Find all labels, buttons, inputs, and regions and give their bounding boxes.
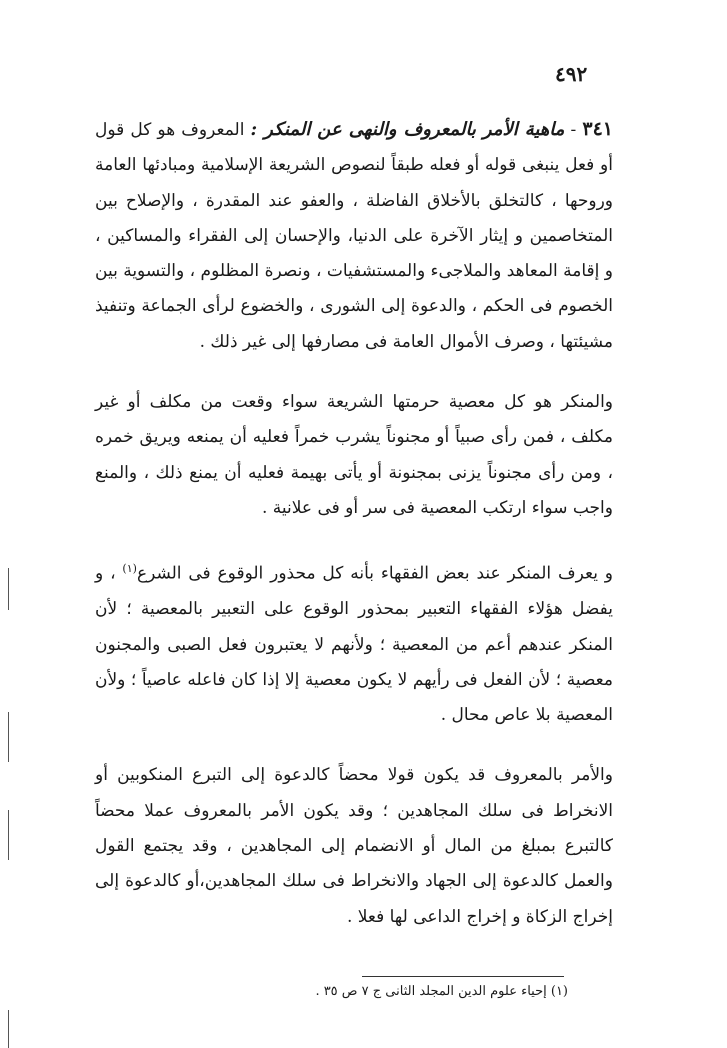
section-number: ٣٤١ <box>582 118 613 140</box>
margin-line <box>8 712 9 762</box>
footnote: (١) إحياء علوم الدين المجلد الثانى ج ٧ ص ٣٥ . <box>315 984 568 999</box>
body-text <box>95 112 613 935</box>
footnote-divider <box>362 976 564 977</box>
section-title: ماهية الأمر بالمعروف والنهى عن المنكر : <box>250 119 565 140</box>
paragraph-munkar-definition: والمنكر هو كل معصية حرمتها الشريعة سواء وقعت من مكلف أو غير مكلف ، فمن رأى صبياً أو مجنوناً يشرب خمراً فعليه أن يمنعه ويريق خمره ، ومن رأى مجنوناً يزنى بمجنونة أو يأتى بهيمة فعليه أن يمنع ذلك ، والمنع واجب سواء ارتكب المعصية فى سر أو فى علانية . <box>95 392 613 518</box>
page-number: ٤٩٢ <box>555 62 588 86</box>
section-paragraph <box>95 112 613 360</box>
margin-line <box>8 1010 9 1048</box>
paragraph-commanding-good: والأمر بالمعروف قد يكون قولا محضاً كالدعوة إلى التبرع المنكوبين أو الانخراط فى سلك المجاهدين ؛ وقد يكون الأمر بالمعروف عملا محضاً كالتبرع بمبلغ من المال أو الانضمام إلى المجاهدين ، وقد يجتمع القول والعمل كالدعوة إلى الجهاد والانخراط فى سلك المجاهدين،أو كالدعوة إلى إخراج الزكاة و إخراج الداعى لها فعلا . <box>95 765 613 927</box>
section-intro: المعروف هو كل قول أو فعل ينبغى قوله أو فعله طبقاً لنصوص الشريعة الإسلامية ومبادئها العامة وروحها ، كالتخلق بالأخلاق الفاضلة ، والعفو عند المقدرة ، والإصلاح بين المتخاصمين و إيثار الآخرة على الدنيا، والإحسان إلى الفقراء والمساكين ، و إقامة المعاهد والملاجىء والمستشفيات ، ونصرة المظلوم ، والتسوية بين الخصوم فى الحكم ، والدعوة إلى الشورى ، والخضوع لرأى الجماعة وتنفيذ مشيئتها ، وصرف الأموال العامة فى مصارفها إلى غير ذلك . <box>95 120 613 352</box>
footnote-reference[interactable]: (١) <box>122 562 137 576</box>
paragraph-jurists-definition <box>95 551 613 733</box>
margin-line <box>8 568 9 610</box>
paragraph-jurists-text-start: و يعرف المنكر عند بعض الفقهاء بأنه كل محذور الوقوع فى الشرع <box>136 563 613 584</box>
section-dash: - <box>564 120 583 140</box>
paragraph-jurists-text-end: ، و يفضل هؤلاء الفقهاء التعبير بمحذور الوقوع على التعبير بالمعصية ؛ لأن المنكر عندهم أعم من المعصية ؛ ولأنهم لا يعتبرون فعل الصبى والمجنون معصية ؛ لأن الفعل فى رأيهم لا يكون معصية إلا إذا كان فاعله عاصياً ؛ ولأن المعصية بلا عاص محال . <box>95 563 613 726</box>
margin-line <box>8 810 9 860</box>
